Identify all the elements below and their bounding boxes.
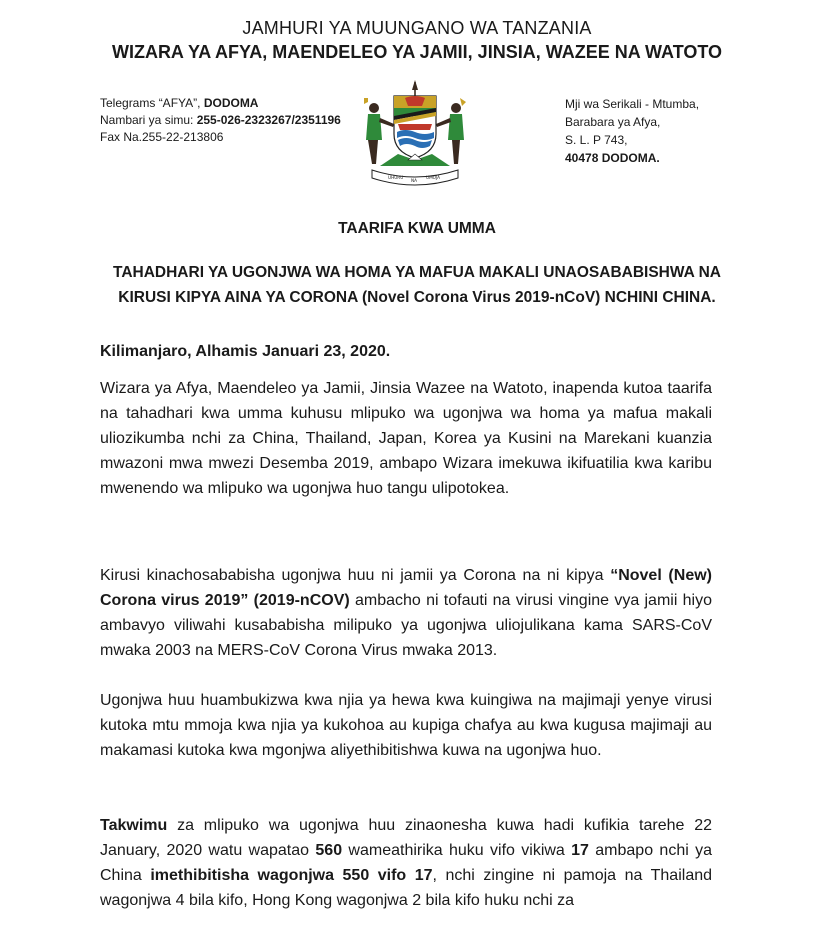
country-heading: JAMHURI YA MUUNGANO WA TANZANIA (242, 18, 592, 38)
ministry-heading: WIZARA YA AFYA, MAENDELEO YA JAMII, JINSIA, WAZEE NA WATOTO (111, 42, 723, 62)
address-line-4: 40478 DODOMA. (565, 151, 660, 165)
fax-line: Fax Na.255-22-213806 (100, 130, 224, 144)
contact-right-block (565, 95, 699, 167)
paragraph-4: Takwimu za mlipuko wa ugonjwa huu zinaonesha kuwa hadi kufikia tarehe 22 January, 2020 watu wapatao 560 wameathirika huku vifo vikiwa 17 ambapo nchi ya China imethibitisha wagonjwa 550 vifo 17, nchi zingine ni pamoja na Thailand wagonjwa 4 bila kifo, Hong Kong wagonjwa 2 bila kifo huku nchi za (100, 817, 713, 909)
document-subject: TAHADHARI YA UGONJWA WA HOMA YA MAFUA MAKALI UNAOSABABISHWA NA KIRUSI KIPYA AINA YA CORONA (Novel Corona Virus 2019-nCoV) NCHINI CHINA. (113, 264, 721, 306)
phone-line: Nambari ya simu: 255-026-2323267/2351196 (100, 113, 341, 127)
right-figure (436, 98, 466, 164)
address-line-1: Mji wa Serikali - Mtumba, (565, 97, 700, 111)
left-figure (364, 98, 394, 164)
coat-of-arms-emblem (360, 78, 470, 188)
motto-right: UMOJA (426, 175, 440, 180)
shield (394, 96, 436, 158)
address-line-2: Barabara ya Afya, (565, 115, 661, 129)
motto-left: UHURU (388, 175, 404, 180)
telegrams-line: Telegrams “AFYA”, DODOMA (100, 96, 259, 110)
paragraph-3: Ugonjwa huu huambukizwa kwa njia ya hewa kwa kuingiwa na majimaji yenye virusi kutoka mtu mmoja kwa njia ya kukohoa au kupiga chafya au kwa kugusa majimaji au makamasi kutoka kwa mgonjwa aliyethibitishwa kuwa na ugonjwa huo. (100, 692, 712, 759)
motto-mid: NA (411, 178, 417, 183)
dateline: Kilimanjaro, Alhamis Januari 23, 2020. (100, 343, 391, 360)
paragraph-2: Kirusi kinachosababisha ugonjwa huu ni jamii ya Corona na ni kipya “Novel (New) Corona virus 2019” (2019-nCOV) ambacho ni tofauti na virusi vingine vya jamii hiyo ambavyo viliwahi kusababisha milipuko ya ugonjwa uliojulikana kama SARS-CoV mwaka 2003 na MERS-CoV Corona Virus mwaka 2013. (100, 567, 712, 659)
paragraph-1: Wizara ya Afya, Maendeleo ya Jamii, Jinsia Wazee na Watoto, inapenda kutoa taarifa na tahadhari kwa umma kuhusu mlipuko wa ugonjwa wa homa ya mafua makali uliozikumba nchi za China, Thailand, Japan, Korea ya Kusini na Marekani kuanzia mwazoni mwa mwezi Desemba 2019, ambapo Wizara imekuwa ikifuatilia kwa karibu mwenendo wa mlipuko wa ugonjwa huo tangu ulipotokea. (100, 380, 712, 497)
document-title: TAARIFA KWA UMMA (338, 220, 496, 237)
contact-left-block (100, 95, 341, 146)
address-line-3: S. L. P 743, (565, 133, 628, 147)
